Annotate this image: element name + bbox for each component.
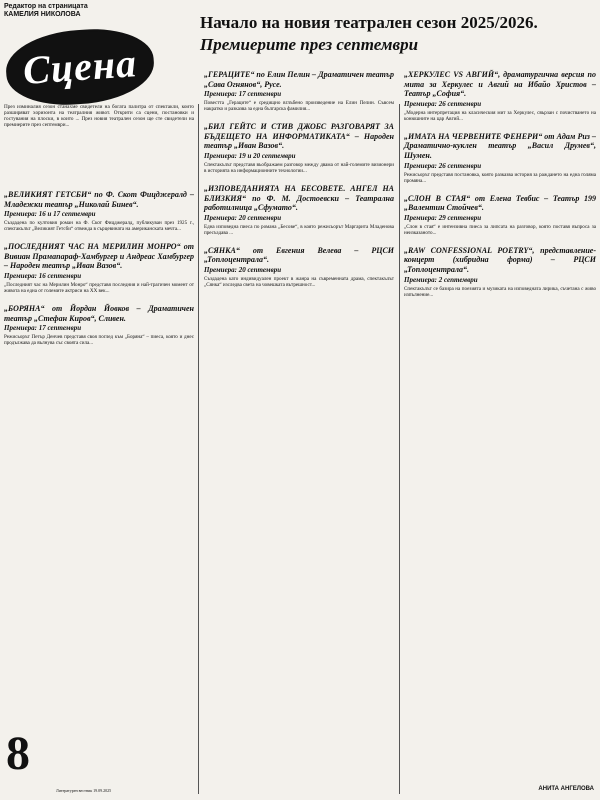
premiere-date: Премиера: 17 септември — [204, 90, 282, 99]
article — [404, 70, 596, 122]
article-body: Режисьорът представя постановка, която разказва история за раждането на една голяма промяна... — [404, 171, 596, 184]
premiere-date: Премиера: 26 септември — [404, 99, 482, 108]
article-body: Една изповедна пиеса по романа „Бесове“, в която режисьорът Маргарита Младенова пресъздава ... — [204, 223, 394, 236]
premiere-date: Премиера: 29 септември — [404, 213, 482, 222]
column-3 — [404, 70, 596, 308]
article-title: „ИМАТА НА ЧЕРВЕНИТЕ ФЕНЕРИ“ от Адам Риз – Драматично-куклен театър „Васил Друмев“, Шумен. — [404, 131, 596, 160]
column-2 — [204, 70, 394, 298]
article — [204, 70, 394, 112]
headline-subtitle: Премиерите през септември — [200, 35, 419, 54]
editor-name: КАМЕЛИЯ НИКОЛОВА — [4, 11, 81, 18]
column-divider — [198, 104, 199, 794]
article-title: „БОРЯНА“ от Йордан Йовков – Драматичен театър „Стефан Киров“, Сливен. — [4, 303, 194, 323]
page-number: 8 — [6, 727, 30, 780]
article — [204, 122, 394, 174]
article-title: „ИЗПОВЕДАНИЯТА НА БЕСОВЕТЕ. АНГЕЛ НА БЛИЗКИЯ“ по Ф. М. Достоевски – Театрална работилница „Сфумато“. — [204, 183, 394, 213]
article — [4, 190, 194, 232]
article-title: „СЯНКА“ от Евгения Велева – РЦСИ „Топлоцентрала“. — [204, 245, 394, 265]
page-headline — [200, 12, 590, 56]
article-body: „Последният час на Мерилин Монро“ представя последния и най-трагичен момент от живота на една от големите актриси на XX век... — [4, 281, 194, 294]
premiere-date: Премиера: 16 септември — [4, 271, 82, 280]
author-signature: АНИТА АНГЕЛОВА — [538, 786, 594, 792]
headline-title: Начало на новия театрален сезон 2025/2026. — [200, 13, 538, 32]
section-logo — [4, 25, 157, 109]
article-title: „БИЛ ГЕЙТС И СТИВ ДЖОБС РАЗГОВАРЯТ ЗА БЪДЕЩЕТО НА ИНФОРМАТИКАТА“ – Народен театър „Иван Вазов“. — [204, 122, 394, 151]
article — [404, 132, 596, 184]
article-body: Създадена като индивидуален проект в жанра на съвременната драма, спектакълът „Сянка“ изследва света на човешката вътрешност... — [204, 275, 394, 288]
article-body: „Модерна интерпретация на класическия мит за Херкулес, свързан с почистването на конюшните на цар Авгий... — [404, 109, 596, 122]
article-body: Създадена по култовия роман на Ф. Скот Фицджералд, публикуван през 1925 г., спектакълът „Великият Гетсби“ отвежда в сърцевината на американската мечта... — [4, 220, 194, 233]
editor-label: Редактор на страницата — [4, 3, 88, 10]
article-title: „ГЕРАЦИТЕ“ по Елин Пелин – Драматичен театър „Сава Огнянов“, Русе. — [204, 70, 394, 89]
article-body: Повестта „Гераците“ е средищно вглъбено произведение на Елин Пелин. Съвсем накратко и разказва за една българска фамилия... — [204, 100, 394, 113]
article-body: Спектакълът се базира на поезията и музиката на изповедната лирика, съчетана с живо изпълнение... — [404, 285, 596, 298]
premiere-date: Премиера: 19 и 20 септември — [204, 151, 296, 160]
article — [4, 304, 194, 346]
logo-text: Сцена — [21, 40, 139, 93]
footer-print: Литературен вестник 19.09.2025 — [56, 788, 112, 793]
article-title: „ВЕЛИКИЯТ ГЕТСБИ“ по Ф. Скот Фицджералд – Младежки театър „Николай Бинев“. — [4, 190, 194, 209]
premiere-date: Премиера: 20 септември — [204, 213, 282, 222]
article — [204, 246, 394, 288]
premiere-date: Премиера: 16 и 17 септември — [4, 210, 96, 219]
article-body: Спектакълът представя въображаем разговор между двама от най-големите визионери в историята на информационните технологии... — [204, 161, 394, 174]
article-title: „RAW CONFESSIONAL POETRY“, представление-концерт (хибридна форма) – РЦСИ „Топлоцентрала“. — [404, 245, 596, 274]
column-divider — [399, 104, 400, 794]
article — [4, 242, 194, 294]
intro-paragraph: През изминалия сезон станахме свидетели на богата палитра от спектакли, които разширяват хоризонта на театралния живот. Открити са сцени, постановки и гостувания на плоски, в които ... През новия театрален сезон ще сте свидетели на премиерите през септември... — [4, 104, 194, 129]
article — [404, 194, 596, 236]
article-body: Режисьорът Петър Денчев представя своя поглед към „Боряна“ – пиеса, която и днес продължава да вълнува със своята сила... — [4, 334, 194, 347]
article-title: „ПОСЛЕДНИЯТ ЧАС НА МЕРИЛИН МОНРО“ от Вивиан Прамапараф-Хамбургер и Андреас Хамбургер – Народен театър „Иван Вазов“. — [4, 242, 194, 271]
premiere-date: Премиера: 2 септември — [404, 275, 478, 284]
article — [404, 246, 596, 298]
article-title: „ХЕРКУЛЕС VS АВГИЙ“, драматургична версия по мита за Херкулес и Авгий на Ибайо Христов – Театър „София“. — [404, 70, 596, 99]
page-editor — [4, 3, 154, 19]
article — [204, 184, 394, 236]
article-title: „СЛОН В СТАЯ“ от Елена Тевбис – Театър 199 „Валентин Стойчев“. — [404, 193, 596, 213]
premiere-date: Премиера: 17 септември — [4, 324, 82, 333]
article-body: „Слон в стая“ е интензивна пиеса за липсата на разговор, която поставя въпроса за неизказаното... — [404, 223, 596, 236]
column-1 — [4, 190, 194, 356]
premiere-date: Премиера: 20 септември — [204, 265, 282, 274]
premiere-date: Премиера: 26 септември — [404, 161, 482, 170]
